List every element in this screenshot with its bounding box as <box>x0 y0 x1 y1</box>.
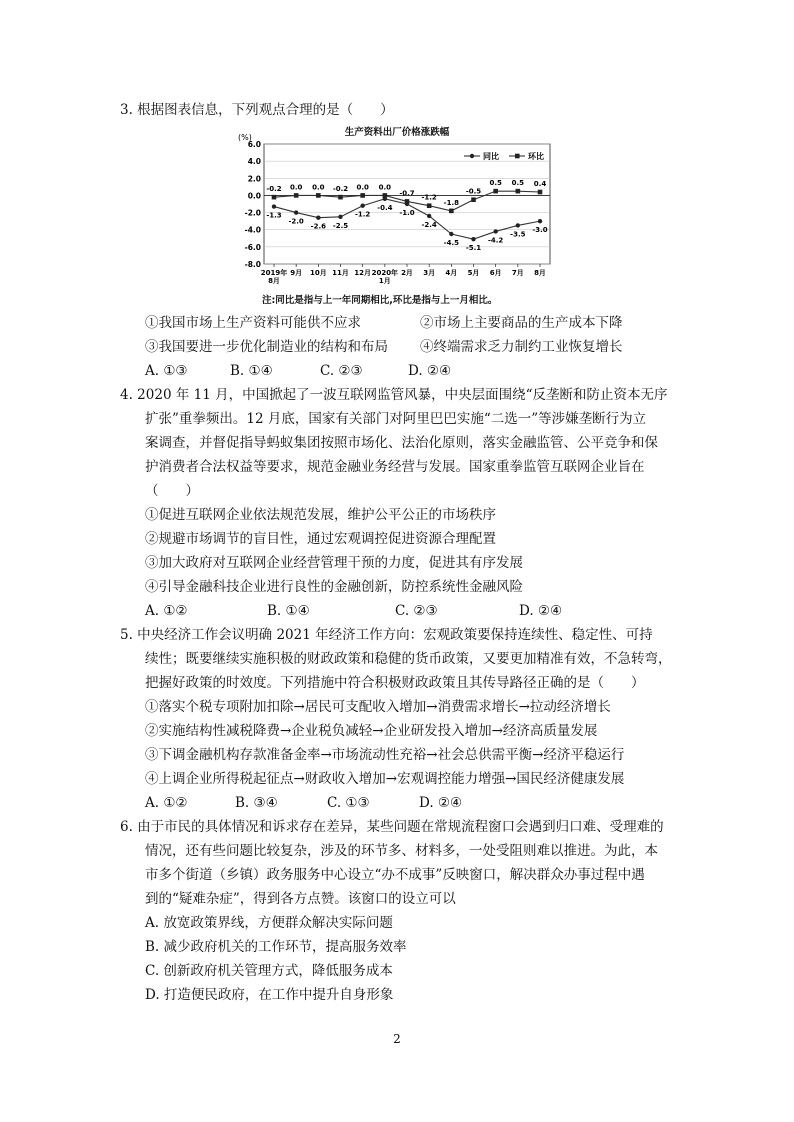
data-label-mom: -1.8 <box>443 198 459 207</box>
data-label-yoy: -4.2 <box>488 236 504 245</box>
q6-stem-line-1: 6. 由于市民的具体情况和诉求存在差异，某些问题在常规流程窗口会遇到归口难、受理难的 <box>120 819 664 835</box>
point-yoy <box>360 204 364 208</box>
q3-choice-b[interactable]: B. ①④ <box>230 363 273 379</box>
chart-title: 生产资料出厂价格涨跌幅 <box>344 127 450 138</box>
q5-choice-b[interactable]: B. ③④ <box>235 795 278 811</box>
q4-stem-line-2: 扩张”重拳频出。12 月底，国家有关部门对阿里巴巴实施“二选一”等涉嫌垄断行为立 <box>145 411 647 427</box>
legend-marker-yoy <box>470 154 474 158</box>
data-label-yoy: -2.4 <box>421 221 437 229</box>
q3-option-4: ④终端需求乏力制约工业恢复增长 <box>420 339 623 355</box>
point-mom <box>493 189 498 194</box>
q4-choice-d[interactable]: D. ②④ <box>519 603 563 619</box>
y-unit-label: (%) <box>238 133 252 142</box>
x-tick-label-2: 8月 <box>268 277 280 285</box>
y-tick-label: 2.0 <box>247 174 261 184</box>
data-label-mom: -0.5 <box>465 187 482 196</box>
point-mom <box>383 193 388 198</box>
chart-note: 注:同比是指与上一年同期相比,环比是指与上一月相比。 <box>262 295 498 306</box>
point-yoy <box>471 237 475 241</box>
q4-stem-line-4: 护消费者合法权益等要求，规范金融业务经营与发展。国家重拳监管互联网企业旨在 <box>145 459 645 475</box>
point-yoy <box>316 216 320 220</box>
x-tick-label: 5月 <box>467 269 480 277</box>
data-label-mom: -0.2 <box>266 185 282 194</box>
data-label-mom: -1.2 <box>421 193 437 202</box>
q5-stem-line-2: 续性；既要继续实施积极的财政政策和稳健的货币政策，又要更加精准有效，不急转弯， <box>145 651 672 667</box>
data-label-yoy: -3.0 <box>532 226 548 235</box>
point-mom <box>538 190 543 195</box>
page-number: 2 <box>393 1032 401 1046</box>
q5-option-2: ②实施结构性减税降费→企业税负减轻→企业研发投入增加→经济高质量发展 <box>145 723 598 739</box>
x-tick-label-2: 1月 <box>378 277 391 285</box>
q5-choice-a[interactable]: A. ①② <box>145 795 188 811</box>
q4-choice-a[interactable]: A. ①② <box>145 603 188 619</box>
data-label-yoy: -2.6 <box>310 222 326 231</box>
x-tick-label: 4月 <box>445 269 458 277</box>
q6-option-c[interactable]: C. 创新政府机关管理方式，降低服务成本 <box>145 963 393 979</box>
q5-choices <box>145 793 462 813</box>
data-label-mom: 0.0 <box>378 183 392 192</box>
q6-stem-line-2: 情况，还有些问题比较复杂，涉及的环节多、材料多，一处受阻则难以推进。为此，本 <box>145 843 658 859</box>
x-tick-label: 2月 <box>401 269 413 277</box>
q6-stem-line-3: 市多个街道（乡镇）政务服务中心设立“办不成事”反映窗口，解决群众办事过程中遇 <box>145 867 645 883</box>
q5-option-3: ③下调金融机构存款准备金率→市场流动性充裕→社会总供需平衡→经济平稳运行 <box>145 747 625 763</box>
x-tick-label: 10月 <box>309 269 327 277</box>
x-tick-label: 3月 <box>423 269 436 277</box>
data-label-yoy: -4.5 <box>443 239 459 247</box>
point-mom <box>405 199 410 204</box>
q3-option-1: ①我国市场上生产资料可能供不应求 <box>145 315 361 331</box>
data-label-mom: -0.2 <box>332 185 349 194</box>
point-mom <box>316 193 321 198</box>
legend-label-yoy: 同比 <box>483 152 499 161</box>
data-label-yoy: -2.0 <box>288 217 304 226</box>
q6-stem-line-4: 到的“疑难杂症”，得到各方点赞。该窗口的设立可以 <box>145 891 456 907</box>
point-mom <box>427 203 432 208</box>
data-label-mom: 0.5 <box>489 179 502 188</box>
q4-choice-c[interactable]: C. ②③ <box>395 603 438 619</box>
q5-stem-line-3: 把握好政策的时效度。下列措施中符合积极财政政策且其传导路径正确的是（ ） <box>145 675 645 691</box>
q6-option-b[interactable]: B. 减少政府机关的工作环节，提高服务效率 <box>145 939 407 955</box>
q5-choice-d[interactable]: D. ②④ <box>419 795 463 811</box>
point-mom <box>272 195 277 200</box>
data-label-yoy: -3.5 <box>510 230 526 239</box>
point-mom <box>471 197 476 202</box>
data-label-yoy: -1.2 <box>355 210 371 219</box>
q4-option-1: ①促进互联网企业依法规范发展，维护公平公正的市场秩序 <box>145 507 496 523</box>
y-tick-label: -8.0 <box>244 260 261 269</box>
data-label-yoy: -1.3 <box>266 211 282 220</box>
point-mom <box>516 189 521 194</box>
point-yoy <box>272 204 276 208</box>
q6-option-d[interactable]: D. 打造便民政府，在工作中提升自身形象 <box>145 987 394 1003</box>
data-label-yoy: -5.1 <box>465 244 482 253</box>
point-mom <box>294 193 299 198</box>
y-tick-label: -4.0 <box>244 225 261 235</box>
q4-option-3: ③加大政府对互联网企业经营管理干预的力度，促进其有序发展 <box>145 555 523 571</box>
data-label-mom: -0.7 <box>399 189 415 198</box>
q3-choices <box>145 361 451 381</box>
point-yoy <box>427 214 431 218</box>
y-tick-label: -6.0 <box>244 242 261 252</box>
q4-option-2: ②规避市场调节的盲目性，通过宏观调控促进资源合理配置 <box>145 531 496 547</box>
x-tick-label: 9月 <box>290 269 303 277</box>
x-tick-label: 7月 <box>511 269 524 277</box>
price-chart <box>232 122 562 307</box>
point-yoy <box>294 210 298 214</box>
x-tick-label: 12月 <box>354 269 372 277</box>
legend-label-mom: 环比 <box>528 152 544 161</box>
point-yoy <box>493 229 497 233</box>
point-yoy <box>338 215 342 219</box>
legend-marker-mom <box>515 154 520 159</box>
x-tick-label: 2019年 <box>260 269 288 277</box>
q3-choice-a[interactable]: A. ①③ <box>145 363 188 379</box>
x-tick-label: 2020年 <box>371 269 399 277</box>
x-tick-label: 8月 <box>534 269 546 277</box>
q4-stem-line-3: 案调查，并督促指导蚂蚁集团按照市场化、法治化原则，落实金融监管、公平竞争和保 <box>145 435 658 451</box>
q5-option-4: ④上调企业所得税起征点→财政收入增加→宏观调控能力增强→国民经济健康发展 <box>145 771 625 787</box>
data-label-yoy: -2.5 <box>332 221 349 230</box>
q3-choice-d[interactable]: D. ②④ <box>408 363 452 379</box>
q4-option-4: ④引导金融科技企业进行良性的金融创新，防控系统性金融风险 <box>145 579 523 595</box>
q3-stem: 3. 根据图表信息，下列观点合理的是（ ） <box>120 102 394 118</box>
q4-choices <box>145 601 562 621</box>
y-tick-label: 4.0 <box>247 157 261 167</box>
point-mom <box>360 193 365 198</box>
q4-stem-line-1: 4. 2020 年 11 月，中国掀起了一波互联网监管风暴，中央层面围绕“反垄断和防止资本无序 <box>120 387 668 403</box>
chart-svg <box>232 122 562 290</box>
data-label-yoy: -0.4 <box>377 203 393 212</box>
q4-stem-line-5: （ ） <box>145 483 199 499</box>
q3-option-3: ③我国要进一步优化制造业的结构和布局 <box>145 339 388 355</box>
q5-stem-line-1: 5. 中央经济工作会议明确 2021 年经济工作方向：宏观政策要保持连续性、稳定性、可持 <box>120 627 653 643</box>
y-tick-label: 6.0 <box>247 140 261 149</box>
y-tick-label: 0.0 <box>247 191 261 201</box>
data-label-mom: 0.5 <box>511 179 525 188</box>
data-label-yoy: -1.0 <box>399 209 415 217</box>
q5-option-1: ①落实个税专项附加扣除→居民可支配收入增加→消费需求增长→拉动经济增长 <box>145 699 611 715</box>
x-tick-label: 6月 <box>489 269 502 277</box>
y-tick-label: -2.0 <box>244 208 261 218</box>
data-label-mom: 0.0 <box>312 183 325 192</box>
q3-choice-c[interactable]: C. ②③ <box>320 363 363 379</box>
point-yoy <box>516 223 520 227</box>
data-label-mom: 0.0 <box>356 183 369 192</box>
q3-option-2: ②市场上主要商品的生产成本下降 <box>420 315 623 331</box>
point-mom <box>338 195 343 200</box>
q5-choice-c[interactable]: C. ①③ <box>327 795 370 811</box>
data-label-mom: 0.4 <box>533 180 547 188</box>
q4-choice-b[interactable]: B. ①④ <box>267 603 310 619</box>
x-tick-label: 11月 <box>332 269 349 277</box>
data-label-mom: 0.0 <box>289 183 303 192</box>
point-yoy <box>449 232 453 236</box>
point-yoy <box>538 219 542 223</box>
point-mom <box>449 209 454 214</box>
q6-option-a[interactable]: A. 放宽政策界线，方便群众解决实际问题 <box>145 915 393 931</box>
